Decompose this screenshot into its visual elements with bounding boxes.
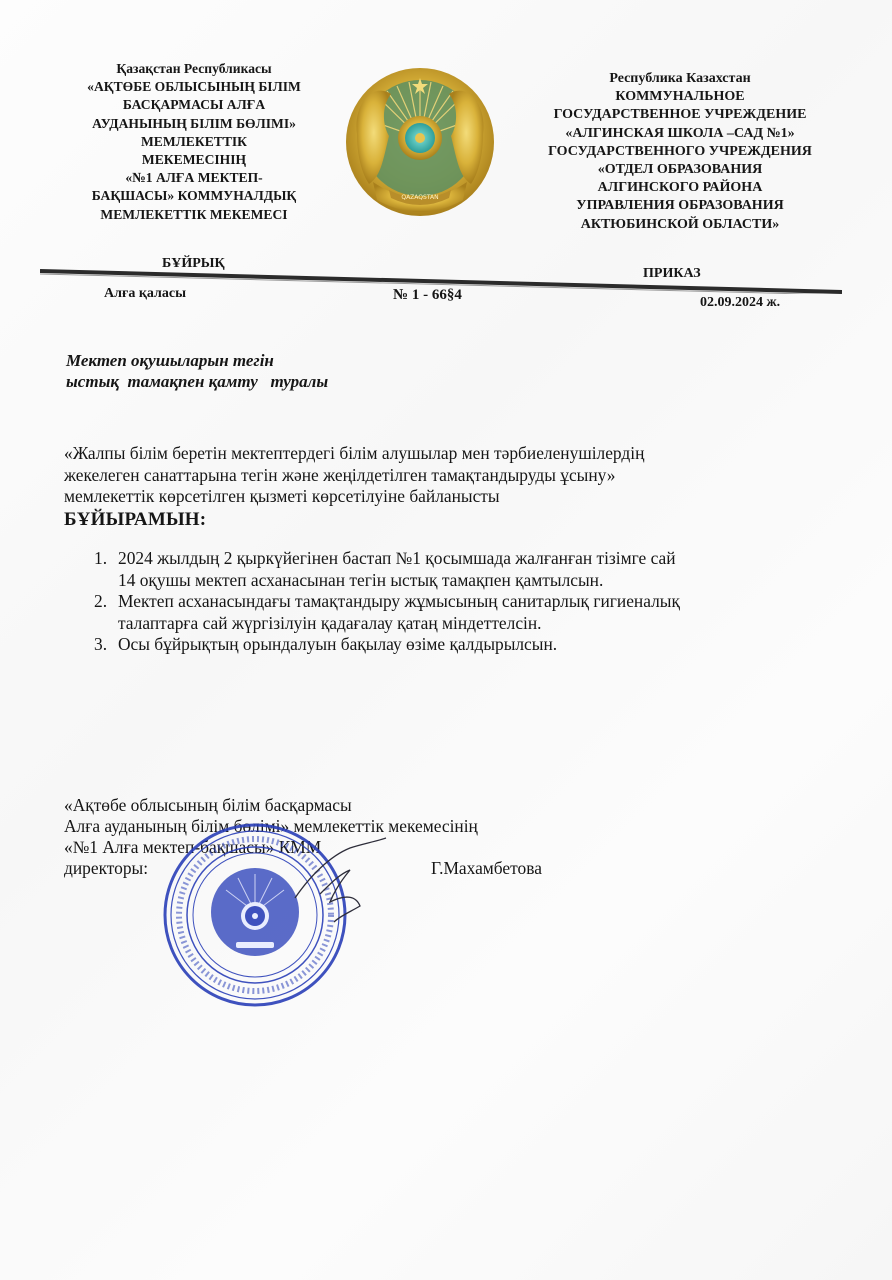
signatory-name: Г.Махамбетова <box>431 858 542 878</box>
order-items-list <box>94 548 834 656</box>
signature-scribble-icon <box>290 836 400 926</box>
subject-line: Мектеп оқушыларын тегін <box>66 351 274 370</box>
header-left-line: «АҚТӨБЕ ОБЛЫСЫНЫҢ БІЛІМ <box>87 80 301 96</box>
signature-line: директоры: <box>64 858 149 878</box>
order-title-kazakh: БҰЙРЫҚ <box>162 256 225 271</box>
header-left-line: БАҚШАСЫ» КОММУНАЛДЫҚ <box>91 189 297 205</box>
header-left-kazakh <box>62 61 326 225</box>
header-right-line: АЛГИНСКОГО РАЙОНА <box>597 180 763 196</box>
order-item-line: 14 оқушы мектеп асханасынан тегін ыстық тамақпен қамтылсын. <box>118 569 604 590</box>
header-right-line: КОММУНАЛЬНОЕ <box>615 89 745 105</box>
subject-line: ыстық тамақпен қамту туралы <box>66 372 329 391</box>
header-right-line: «АЛГИНСКАЯ ШКОЛА –САД №1» <box>565 125 795 141</box>
emblem-caption: QAZAQSTAN <box>401 194 439 201</box>
order-item-line: талаптарға сай жүргізілуін қадағалау қатаң міндеттелсін. <box>118 612 542 633</box>
state-emblem-icon <box>343 64 497 220</box>
document-number: № 1 - 66§4 <box>393 287 462 303</box>
header-left-line: БАСҚАРМАСЫ АЛҒА <box>122 98 266 114</box>
preamble-line: мемлекеттік көрсетілген қызметі көрсетілуіне байланысты <box>64 486 500 506</box>
order-item-line: 2024 жылдың 2 қыркүйегінен бастап №1 қосымшада жалғанған тізімге сай <box>118 548 676 568</box>
header-left-line: Қазақстан Республикасы <box>116 62 272 77</box>
header-left-line: МЕМЛЕКЕТТІК МЕКЕМЕСІ <box>100 207 288 223</box>
signature-line: Алға ауданының білім бөлімі» мемлекеттік мекемесінің <box>64 816 478 836</box>
order-item <box>94 548 834 591</box>
header-left-line: «№1 АЛҒА МЕКТЕП- <box>125 171 263 187</box>
document-subject <box>66 350 328 392</box>
document-city: Алға қаласы <box>104 286 187 301</box>
header-right-line: АКТЮБИНСКОЙ ОБЛАСТИ» <box>580 216 780 232</box>
order-item-number: 3. <box>94 634 108 654</box>
order-item-line: Мектеп асханасындағы тамақтандыру жұмысының санитарлық гигиеналық <box>118 591 680 611</box>
header-right-line: ГОСУДАРСТВЕННОЕ УЧРЕЖДЕНИЕ <box>553 107 807 123</box>
signature-line: «№1 Алға мектеп-бақшасы» КММ <box>64 837 322 857</box>
preamble-line: «Жалпы білім беретін мектептердегі білім алушылар мен тәрбиеленушілердің <box>64 443 645 463</box>
order-item <box>94 634 834 656</box>
header-left-line: МЕМЛЕКЕТТІК <box>140 134 248 150</box>
order-item <box>94 591 834 634</box>
order-item-line: Осы бұйрықтың орындалуын бақылау өзіме қалдырылсын. <box>118 634 558 654</box>
order-title-russian: ПРИКАЗ <box>643 266 701 281</box>
document-date: 02.09.2024 ж. <box>700 295 781 310</box>
decree-heading: БҰЙЫРАМЫН: <box>64 509 207 530</box>
preamble <box>64 443 804 508</box>
header-left-line: МЕКЕМЕСІНІҢ <box>141 153 247 169</box>
order-item-number: 1. <box>94 548 108 568</box>
header-right-line: ГОСУДАРСТВЕННОГО УЧРЕЖДЕНИЯ <box>548 143 812 159</box>
header-right-line: УПРАВЛЕНИЯ ОБРАЗОВАНИЯ <box>576 198 784 214</box>
order-item-number: 2. <box>94 591 108 611</box>
header-right-line: Республика Казахстан <box>609 71 751 86</box>
signature-line: «Ақтөбе облысының білім басқармасы <box>64 795 352 815</box>
header-right-line: «ОТДЕЛ ОБРАЗОВАНИЯ <box>597 162 763 178</box>
header-right-russian <box>520 70 840 234</box>
preamble-line: жекелеген санаттарына тегін және жеңілдетілген тамақтандыруды ұсыну» <box>64 464 616 485</box>
header-left-line: АУДАНЫНЫҢ БІЛІМ БӨЛІМІ» <box>92 116 296 132</box>
